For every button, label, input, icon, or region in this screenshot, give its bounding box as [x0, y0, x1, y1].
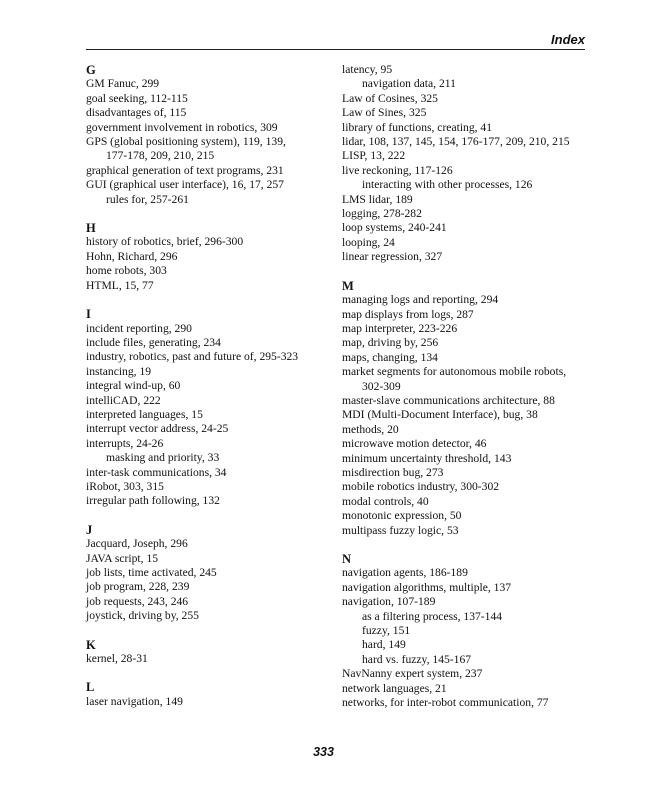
section-letter-heading: J: [86, 522, 93, 537]
index-entry: incident reporting, 290: [86, 321, 192, 335]
index-entry: government involvement in robotics, 309: [86, 120, 278, 134]
section-gap: [86, 509, 336, 523]
index-entry: disadvantages of, 115: [86, 106, 187, 120]
index-entry: GPS (global positioning system), 119, 139,: [86, 135, 286, 149]
index-subentry: masking and priority, 33: [106, 451, 220, 465]
index-entry: inter-task communications, 34: [86, 465, 227, 479]
index-entry: history of robotics, brief, 296-300: [86, 235, 244, 249]
index-entry: GUI (graphical user interface), 16, 17, 257: [86, 178, 284, 192]
index-column-left: [86, 63, 336, 709]
section-gap: [86, 666, 336, 680]
index-entry: map displays from logs, 287: [342, 307, 474, 321]
index-entry: mobile robotics industry, 300-302: [342, 480, 500, 494]
index-entry: Jacquard, Joseph, 296: [86, 537, 188, 551]
index-entry: maps, changing, 134: [342, 350, 438, 364]
index-entry: home robots, 303: [86, 264, 167, 278]
index-entry: NavNanny expert system, 237: [342, 667, 483, 681]
index-entry: misdirection bug, 273: [342, 465, 444, 479]
index-entry: networks, for inter-robot communication, 77: [342, 696, 549, 710]
section-letter-heading: M: [342, 278, 354, 293]
index-entry: market segments for autonomous mobile robots,: [342, 365, 567, 379]
index-entry: iRobot, 303, 315: [86, 479, 164, 493]
index-entry-continuation: 302-309: [362, 379, 401, 393]
index-entry: industry, robotics, past and future of, 295-323: [86, 350, 299, 364]
section-letter-heading: H: [86, 221, 96, 236]
index-entry: methods, 20: [342, 422, 399, 436]
section-letter-heading: N: [342, 552, 352, 566]
index-column-right: [342, 63, 592, 710]
index-entry: map interpreter, 223-226: [342, 321, 458, 335]
index-entry: LISP, 13, 222: [342, 149, 406, 163]
index-entry: LMS lidar, 189: [342, 192, 413, 206]
page-number: 333: [313, 745, 334, 759]
index-subentry: rules for, 257-261: [106, 192, 189, 206]
index-subentry: as a filtering process, 137-144: [362, 609, 503, 623]
index-entry: JAVA script, 15: [86, 551, 159, 565]
index-entry: modal controls, 40: [342, 494, 429, 508]
index-entry: navigation, 107-189: [342, 595, 436, 609]
section-letter-heading: K: [86, 637, 96, 652]
index-entry: MDI (Multi-Document Interface), bug, 38: [342, 408, 538, 422]
index-entry: managing logs and reporting, 294: [342, 293, 499, 307]
index-subentry: interacting with other processes, 126: [362, 178, 533, 192]
index-entry: job program, 228, 239: [86, 580, 190, 594]
index-entry: lidar, 108, 137, 145, 154, 176-177, 209, 210, 215: [342, 135, 570, 149]
section-gap: [342, 265, 592, 279]
index-entry: linear regression, 327: [342, 250, 443, 264]
index-entry: live reckoning, 117-126: [342, 163, 453, 177]
index-entry: looping, 24: [342, 235, 395, 249]
section-letter-heading: L: [86, 680, 95, 695]
index-entry: integral wind-up, 60: [86, 379, 181, 393]
section-gap: [86, 293, 336, 307]
index-subentry: hard vs. fuzzy, 145-167: [362, 652, 472, 666]
index-entry: master-slave communications architecture, 88: [342, 393, 555, 407]
index-entry: logging, 278-282: [342, 207, 422, 221]
index-entry: loop systems, 240-241: [342, 221, 447, 235]
index-entry: graphical generation of text programs, 231: [86, 163, 284, 177]
index-entry: interrupt vector address, 24-25: [86, 422, 229, 436]
index-entry: intelliCAD, 222: [86, 393, 161, 407]
index-entry: Law of Sines, 325: [342, 106, 427, 120]
index-entry: network languages, 21: [342, 681, 447, 695]
index-entry: map, driving by, 256: [342, 336, 439, 350]
index-entry: monotonic expression, 50: [342, 509, 462, 523]
index-entry: interpreted languages, 15: [86, 407, 203, 421]
section-gap: [86, 207, 336, 221]
section-letter-heading: I: [86, 307, 91, 322]
header-rule: [86, 49, 585, 50]
section-gap: [86, 624, 336, 638]
index-entry: GM Fanuc, 299: [86, 77, 160, 91]
index-entry: joystick, driving by, 255: [86, 609, 199, 623]
index-entry: interrupts, 24-26: [86, 436, 164, 450]
index-entry: minimum uncertainty threshold, 143: [342, 451, 512, 465]
index-entry: include files, generating, 234: [86, 335, 221, 349]
index-entry: navigation algorithms, multiple, 137: [342, 580, 512, 594]
index-entry: Law of Cosines, 325: [342, 91, 438, 105]
index-entry: kernel, 28-31: [86, 652, 148, 666]
running-header-title: Index: [551, 32, 585, 47]
index-entry: latency, 95: [342, 63, 393, 76]
index-entry: job lists, time activated, 245: [86, 566, 217, 579]
index-entry: navigation agents, 186-189: [342, 566, 468, 580]
index-entry: microwave motion detector, 46: [342, 437, 487, 451]
index-entry: goal seeking, 112-115: [86, 91, 188, 105]
index-entry: job requests, 243, 246: [86, 594, 189, 608]
index-entry: laser navigation, 149: [86, 694, 183, 708]
index-subentry: navigation data, 211: [362, 77, 456, 91]
index-entry-continuation: 177-178, 209, 210, 215: [106, 149, 215, 163]
index-entry: multipass fuzzy logic, 53: [342, 523, 459, 537]
section-gap: [342, 538, 592, 552]
index-subentry: hard, 149: [362, 638, 406, 652]
index-entry: library of functions, creating, 41: [342, 120, 493, 134]
section-letter-heading: G: [86, 63, 96, 77]
index-entry: irregular path following, 132: [86, 494, 220, 508]
index-entry: HTML, 15, 77: [86, 278, 154, 292]
index-subentry: fuzzy, 151: [362, 624, 411, 638]
index-entry: instancing, 19: [86, 364, 152, 378]
index-entry: Hohn, Richard, 296: [86, 249, 178, 263]
